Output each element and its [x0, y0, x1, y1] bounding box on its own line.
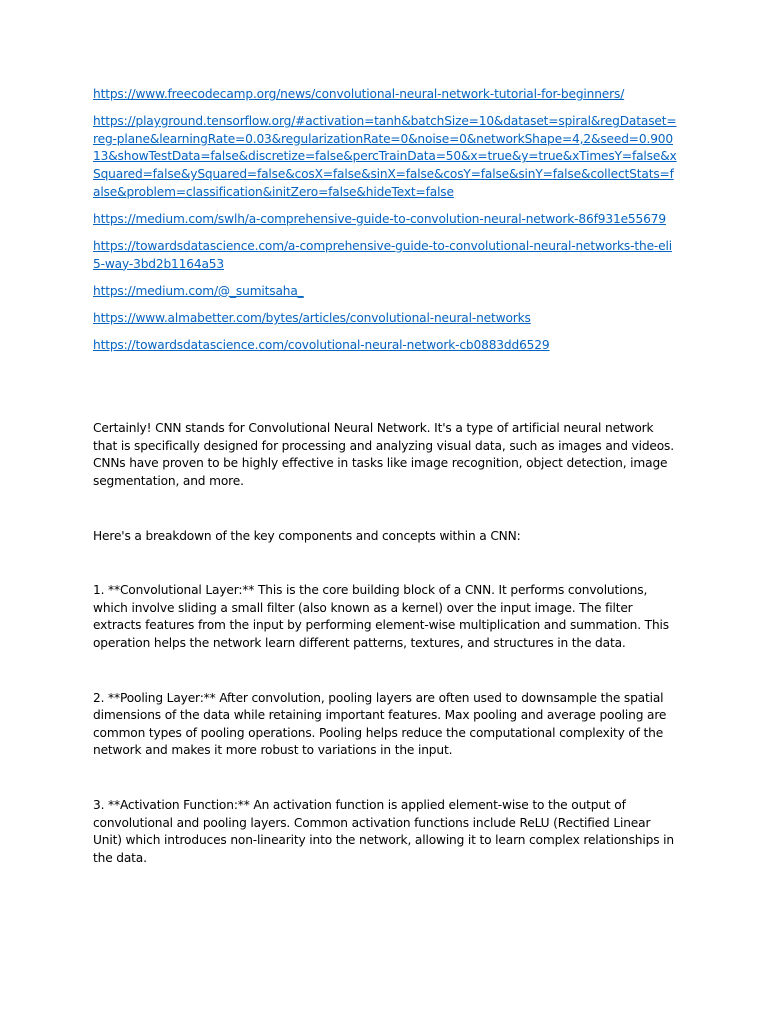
blank-space [93, 364, 678, 420]
paragraph-intro: Certainly! CNN stands for Convolutional Neural Network. It's a type of artificial neural network that is specifically designed for processing and analyzing visual data, such as images and videos. CNNs have proven to be highly effective in tasks like image recognition, object detection, image segmentation, and more. [93, 421, 674, 489]
link-freecodecamp[interactable]: https://www.freecodecamp.org/news/convolutional-neural-network-tutorial-for-beginners/ [93, 87, 625, 101]
link-towardsdatascience-cnn[interactable]: https://towardsdatascience.com/covolutional-neural-network-cb0883dd6529 [93, 338, 550, 353]
paragraph-convolutional-layer: 1. **Convolutional Layer:** This is the core building block of a CNN. It performs convolutions, which involve sliding a small filter (also known as a kernel) over the input image. The filter extracts features from the input by performing element-wise multiplication and summation. This operation helps the network learn different patterns, textures, and structures in the data. [93, 583, 669, 651]
blank-space [93, 491, 678, 528]
blank-space [93, 545, 678, 582]
link-list [93, 86, 678, 355]
document-body [93, 86, 678, 867]
paragraph-breakdown: Here's a breakdown of the key components and concepts within a CNN: [93, 528, 521, 543]
link-tensorflow-playground[interactable]: https://playground.tensorflow.org/#activation=tanh&batchSize=10&dataset=spiral&regDataset=reg-plane&learningRate=0.03&regularizationRate=0&noise=0&networkShape=4,2&seed=0.90013&showTestData=false&discretize=false&percTrainData=50&x=true&y=true&xTimesY=false&xSquared=false&ySquared=false&cosX=false&sinX=false&cosY=false&sinY=false&collectStats=false&problem=classification&initZero=false&hideText=false [93, 114, 677, 199]
blank-space [93, 760, 678, 797]
link-medium-sumitsaha[interactable]: https://medium.com/@_sumitsaha_ [93, 283, 304, 298]
paragraph-activation-function: 3. **Activation Function:** An activation function is applied element-wise to the output of convolutional and pooling layers. Common activation functions include ReLU (Rectified Linear Unit) which introduces non-linearity into the network, allowing it to learn complex relationships in the data. [93, 798, 674, 865]
paragraph-pooling-layer: 2. **Pooling Layer:** After convolution, pooling layers are often used to downsample the spatial dimensions of the data while retaining important features. Max pooling and average pooling are common types of pooling operations. Pooling helps reduce the computational complexity of the network and makes it more robust to variations in the input. [93, 690, 667, 758]
blank-space [93, 653, 678, 690]
link-medium-swlh[interactable]: https://medium.com/swlh/a-comprehensive-guide-to-convolution-neural-network-86f931e55679 [93, 211, 666, 226]
link-towardsdatascience-eli5[interactable]: https://towardsdatascience.com/a-comprehensive-guide-to-convolutional-neural-networks-the-eli5-way-3bd2b1164a53 [93, 238, 672, 271]
link-almabetter[interactable]: https://www.almabetter.com/bytes/articles/convolutional-neural-networks [93, 310, 531, 325]
